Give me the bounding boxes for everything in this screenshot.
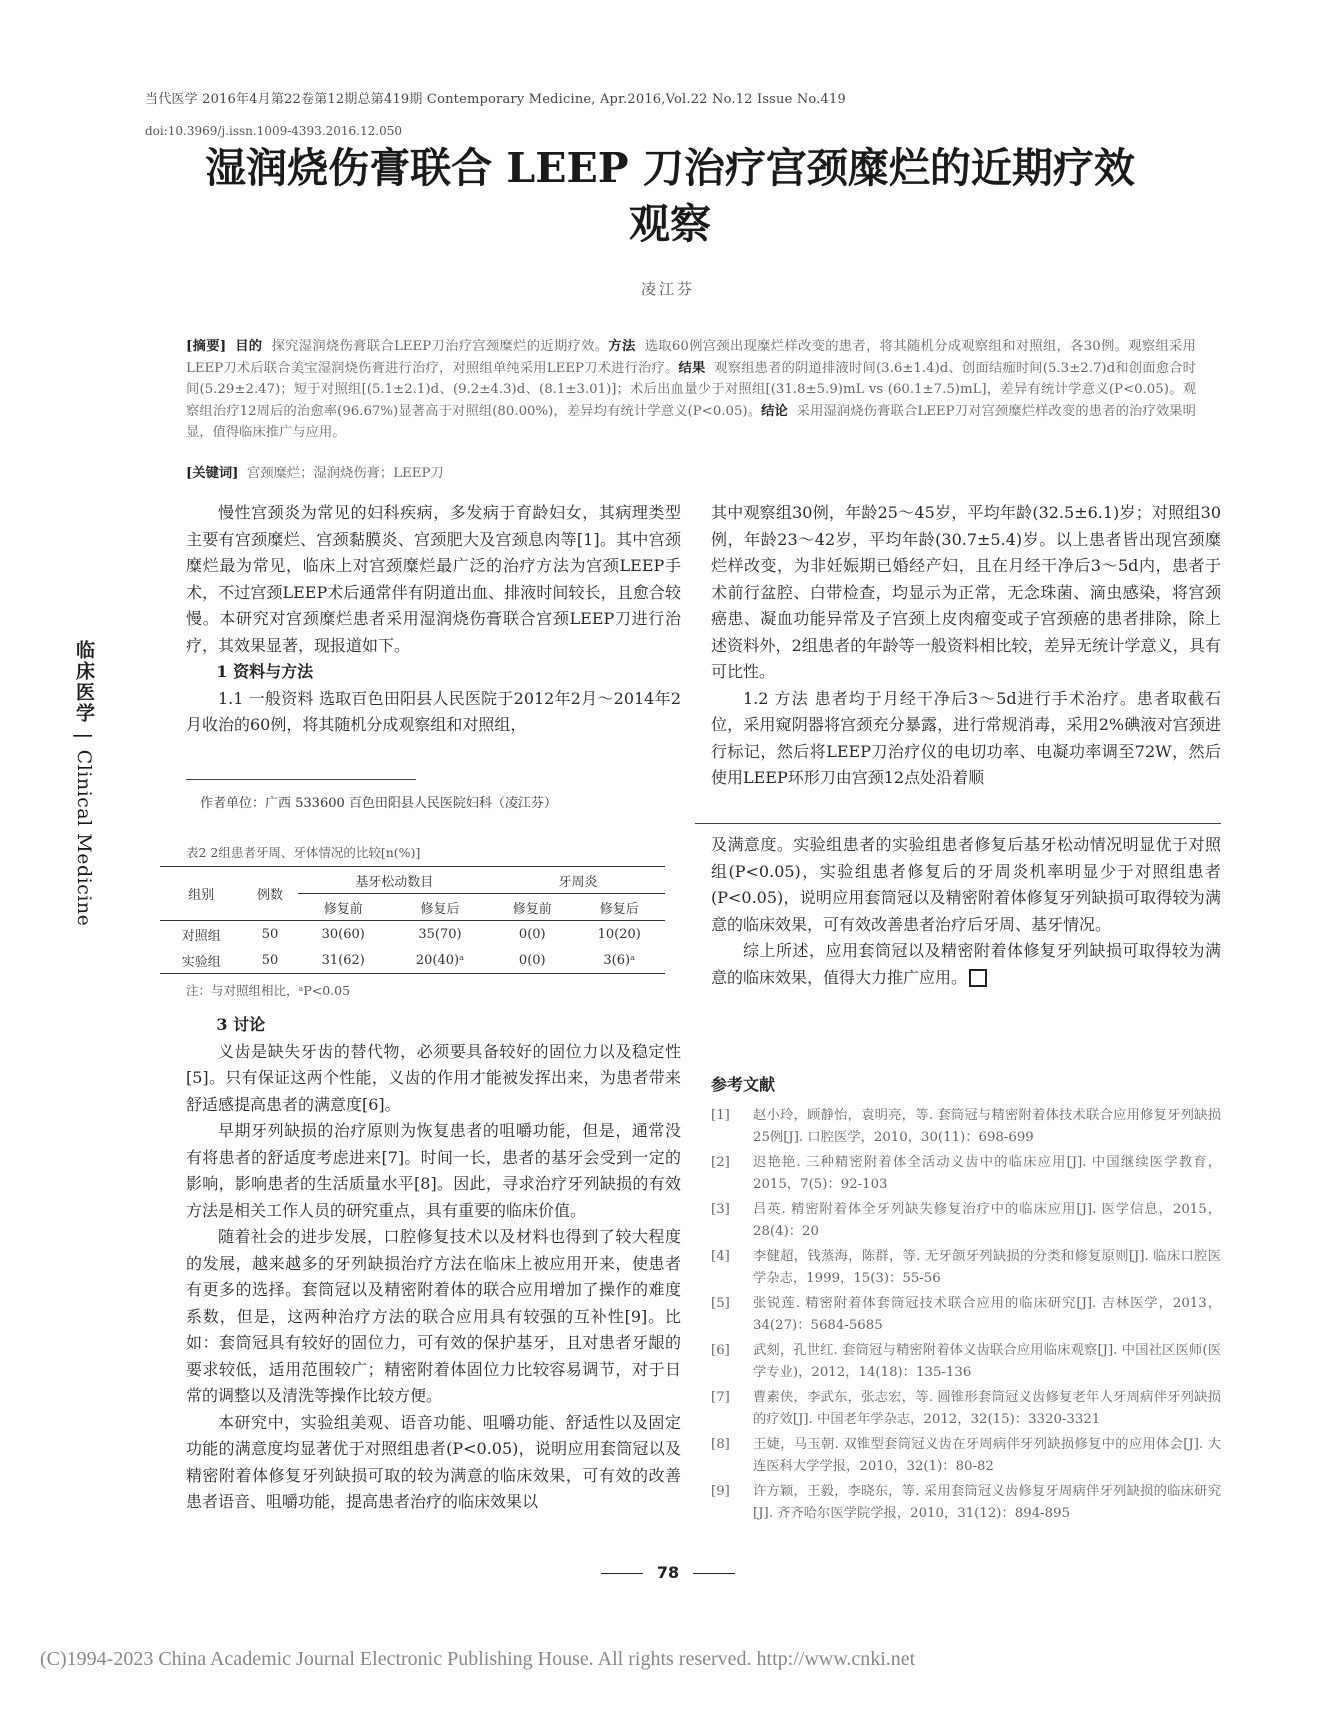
page-number-text: 78: [656, 1563, 680, 1582]
ref-text: 赵小玲，顾静怡，袁明亮，等. 套筒冠与精密附着体技术联合应用修复牙列缺损25例[J]. 口腔医学，2010，30(11)：698-699: [753, 1108, 1221, 1145]
page-number-dash-left: [601, 1573, 643, 1574]
reference-item: [711, 1481, 1221, 1524]
cell-cases: 50: [243, 947, 298, 974]
header-perio-post: 修复后: [574, 894, 665, 921]
ref-text: 许方颖，王毅，李晓东，等. 采用套筒冠义齿修复牙周病伴牙列缺损的临床研究[J]. 齐齐哈尔医学院学报，2010，31(12)：894-895: [753, 1484, 1221, 1521]
section-1-heading: 1 资料与方法: [216, 662, 314, 681]
discussion-paragraph-2: 早期牙列缺损的治疗原则为恢复患者的咀嚼功能，但是，通常没有将患者的舒适度考虑进来[7]。时间一长，患者的基牙会受到一定的影响，影响患者的生活质量水平[8]。因此，寻求治疗牙列缺损的有效方法是相关工作人员的研究重点，具有重要的临床价值。: [186, 1121, 681, 1220]
left-column-upper: [186, 500, 681, 739]
results-text: 观察组患者的阴道排液时间(3.6±1.4)d、创面结痂时间(5.3±2.7)d和创面愈合时间(5.29±2.47)；短于对照组[(5.1±2.1)d、(9.2±4.3)d、(8.1±3.01)]；术后出血量少于对照组[(31.8±5.9)mL vs (60.1±7.5)mL]，差异有统计学意义(P<0.05)。观察组治疗12周后的治愈率(96.67%)显著高于对照组(80.00%)，差异均有统计学意义(P<0.05)。: [186, 360, 1196, 419]
objective-text: 探究湿润烧伤膏联合LEEP刀治疗宫颈糜烂的近期疗效。: [271, 339, 609, 354]
discussion-paragraph-4: 本研究中，实验组美观、语音功能、咀嚼功能、舒适性以及固定功能的满意度均显著优于对照组患者(P<0.05)，说明应用套筒冠以及精密附着体修复牙列缺损可取的较为满意的临床效果，可有效的改善患者语音、咀嚼功能，提高患者治疗的临床效果以: [186, 1412, 681, 1511]
table-row: [160, 921, 665, 948]
header-loose-pre: 修复前: [298, 894, 389, 921]
column-divider-line: [695, 823, 1221, 824]
ref-number: [6]: [711, 1343, 730, 1358]
sidebar-cn: 临床医学: [73, 640, 95, 724]
objective-label: 目的: [235, 339, 263, 354]
header-loose-post: 修复后: [389, 894, 491, 921]
reference-item: [711, 1105, 1221, 1148]
sidebar-en: Clinical Medicine: [73, 749, 95, 927]
ref-number: [1]: [711, 1108, 730, 1123]
header-loose-teeth: 基牙松动数目: [298, 867, 491, 894]
page-number: [0, 1563, 1336, 1582]
conclusion-text: 采用湿润烧伤膏联合LEEP刀对宫颈糜烂样改变的患者的治疗效果明显，值得临床推广与应用。: [186, 403, 1196, 440]
references-heading: 参考文献: [711, 1075, 776, 1094]
page-number-dash-right: [693, 1573, 735, 1574]
reference-item: [711, 1434, 1221, 1477]
right-column-upper: [711, 500, 1221, 792]
journal-header: 当代医学 2016年4月第22卷第12期总第419期 Contemporary Medicine, Apr.2016,Vol.22 No.12 Issue No.419: [145, 92, 846, 107]
reference-item: [711, 1246, 1221, 1289]
ref-text: 张锐莲. 精密附着体套筒冠技术联合应用的临床研究[J]. 吉林医学，2013，34(27)：5684-5685: [753, 1296, 1221, 1333]
reference-item: [711, 1293, 1221, 1336]
section-3-heading: 3 讨论: [216, 1015, 266, 1034]
cell-loose-pre: 31(62): [298, 947, 389, 974]
reference-item: [711, 1199, 1221, 1242]
cell-loose-pre: 30(60): [321, 926, 365, 942]
reference-item: [711, 1387, 1221, 1430]
section-1-1-paragraph: 1.1 一般资料 选取百色田阳县人民医院于2012年2月～2014年2月收治的60例，将其随机分成观察组和对照组，: [186, 688, 681, 734]
references-section: [711, 1072, 1221, 1528]
results-continuation-paragraph: 及满意度。实验组患者的实验组患者修复后基牙松动情况明显优于对照组(P<0.05)，实验组患者修复后的牙周炎机率明显少于对照组患者(P<0.05)，说明应用套筒冠以及精密附着体修复牙列缺损可取得较为满意的临床效果，可有效改善患者治疗后牙周、基牙情况。: [711, 835, 1221, 934]
section-sidebar: [72, 640, 98, 926]
conclusion-label: 结论: [761, 403, 788, 419]
article-end-mark-icon: [969, 969, 987, 987]
sidebar-separator: |: [73, 732, 95, 742]
ref-number: [8]: [711, 1437, 730, 1452]
cell-perio-pre: 0(0): [491, 947, 574, 974]
ref-text: 吕英. 精密附着体全牙列缺失修复治疗中的临床应用[J]. 医学信息，2015，28(4)：20: [753, 1202, 1221, 1239]
title-line-1: 湿润烧伤膏联合 LEEP 刀治疗宫颈糜烂的近期疗效: [205, 144, 1135, 192]
cell-group: 实验组: [160, 947, 243, 974]
reference-item: [711, 1340, 1221, 1383]
cell-group: 对照组: [181, 928, 221, 944]
intro-paragraph: 慢性宫颈炎为常见的妇科疾病，多发病于育龄妇女，其病理类型主要有宫颈糜烂、宫颈黏膜炎、宫颈肥大及宫颈息肉等[1]。其中宫颈糜烂最为常见，临床上对宫颈糜烂最广泛的治疗方法为宫颈LEEP手术，不过宫颈LEEP术后通常伴有阴道出血、排液时间较长，且愈合较慢。本研究对宫颈糜烂患者采用湿润烧伤膏联合宫颈LEEP刀进行治疗，其效果显著，现报道如下。: [186, 503, 681, 655]
keywords-label: [关键词]: [186, 466, 239, 481]
table-2: [160, 866, 665, 974]
abstract: [186, 336, 1196, 444]
ref-number: [2]: [711, 1155, 730, 1170]
patients-paragraph: 其中观察组30例，年龄25～45岁，平均年龄(32.5±6.1)岁；对照组30例，年龄23～42岁，平均年龄(30.7±5.4)岁。以上患者皆出现宫颈糜烂样改变，为非妊娠期已婚经产妇，且在月经干净后3～5d内，患者于术前行盆腔、白带检查，均显示为正常，无念珠菌、滴虫感染，将宫颈癌患、凝血功能异常及子宫颈上皮肉瘤变或子宫颈癌的患者排除，除上述资料外，2组患者的年龄等一般资料相比较，差异无统计学意义，具有可比性。: [711, 503, 1221, 681]
left-column-lower: [186, 1012, 681, 1516]
keywords: [186, 462, 1196, 481]
article-title: [140, 140, 1200, 252]
discussion-paragraph-1: 义齿是缺失牙齿的替代物，必须要具备较好的固位力以及稳定性[5]。只有保证这两个性能，义齿的作用才能被发挥出来，为患者带来舒适感提高患者的满意度[6]。: [186, 1041, 681, 1114]
header-group: 组别: [160, 867, 243, 921]
ref-text: 李健超，钱蒸海，陈群，等. 无牙颌牙列缺损的分类和修复原则[J]. 临床口腔医学杂志，1999，15(3)：55-56: [753, 1249, 1221, 1286]
cell-perio-pre: 0(0): [518, 926, 546, 942]
author-affiliation-footnote: 作者单位：广西 533600 百色田阳县人民医院妇科（凌江芬）: [200, 796, 557, 811]
keywords-text: 宫颈糜烂；湿润烧伤膏；LEEP刀: [246, 466, 444, 481]
ref-number: [9]: [711, 1484, 730, 1499]
ref-number: [4]: [711, 1249, 730, 1264]
title-line-2: 观察: [629, 200, 711, 248]
table-header-row-1: [160, 867, 665, 894]
results-label: 结果: [678, 360, 706, 376]
ref-text: 王婕，马玉朝. 双锥型套筒冠义齿在牙周病伴牙列缺损修复中的应用体会[J]. 大连医科大学学报，2010，32(1)：80-82: [753, 1437, 1221, 1474]
methods-text: 选取60例宫颈出现糜烂样改变的患者，将其随机分成观察组和对照组，各30例。观察组采用LEEP刀术后联合美宝湿润烧伤膏进行治疗，对照组单纯采用LEEP刀术进行治疗。: [186, 339, 1196, 376]
table-row: [160, 947, 665, 974]
reference-item: [711, 1152, 1221, 1195]
methods-label: 方法: [608, 339, 636, 354]
copyright-footer: (C)1994-2023 China Academic Journal Electronic Publishing House. All rights reserved. http://www.cnki.net: [40, 1648, 916, 1670]
summary-text: 综上所述，应用套筒冠以及精密附着体修复牙列缺损可取得较为满意的临床效果，值得大力推广应用。: [711, 941, 1221, 987]
ref-text: 迟艳艳. 三种精密附着体全活动义齿中的临床应用[J]. 中国继续医学教育，2015，7(5)：92-103: [753, 1155, 1221, 1192]
summary-paragraph: [711, 938, 1221, 991]
cell-perio-post: 3(6)ᵃ: [574, 947, 665, 974]
section-1-2-paragraph: 1.2 方法 患者均于月经干净后3～5d进行手术治疗。患者取截石位，采用窥阴器将宫颈充分暴露，进行常规消毒，采用2%碘液对宫颈进行标记，然后将LEEP刀治疗仪的电切功率、电凝功率调至72W，然后使用LEEP环形刀由宫颈12点处沿着顺: [711, 688, 1221, 787]
ref-number: [7]: [711, 1390, 730, 1405]
header-perio-pre: 修复前: [491, 894, 574, 921]
table-note: 注：与对照组相比，ᵃP<0.05: [186, 983, 351, 998]
doi: doi:10.3969/j.issn.1009-4393.2016.12.050: [145, 124, 402, 138]
ref-number: [3]: [711, 1202, 730, 1217]
cell-perio-post: 10(20): [597, 926, 641, 942]
author: 凌江芬: [640, 280, 695, 298]
footnote-rule: [186, 779, 416, 780]
ref-text: 曹素侠，李武东，张志宏，等. 圆锥形套筒冠义齿修复老年人牙周病伴牙列缺损的疗效[J]. 中国老年学杂志，2012，32(15)：3320-3321: [753, 1390, 1221, 1427]
cell-loose-post: 35(70): [418, 926, 462, 942]
header-cases: 例数: [243, 867, 298, 921]
ref-number: [5]: [711, 1296, 730, 1311]
ref-text: 武刻，孔世红. 套筒冠与精密附着体义齿联合应用临床观察[J]. 中国社区医师(医学专业)，2012，14(18)：135-136: [753, 1343, 1221, 1380]
cell-cases: 50: [261, 926, 279, 942]
discussion-paragraph-3: 随着社会的进步发展，口腔修复技术以及材料也得到了较大程度的发展，越来越多的牙列缺损治疗方法在临床上被应用开来，使患者有更多的选择。套筒冠以及精密附着体的联合应用增加了操作的难度系数，但是，这两种治疗方法的联合应用具有较强的互补性[9]。比如：套筒冠具有较好的固位力，可有效的保护基牙，且对患者牙龈的要求较低，适用范围较广；精密附着体固位力比较容易调节，对于日常的调整以及清洗等操作比较方便。: [186, 1227, 681, 1405]
right-column-lower: [711, 832, 1221, 991]
cell-loose-post: 20(40)ᵃ: [389, 947, 491, 974]
header-periodontitis: 牙周炎: [491, 867, 665, 894]
abstract-label: [摘要]: [186, 339, 227, 354]
table-caption: 表2 2组患者牙周、牙体情况的比较[n(%)]: [186, 845, 421, 860]
